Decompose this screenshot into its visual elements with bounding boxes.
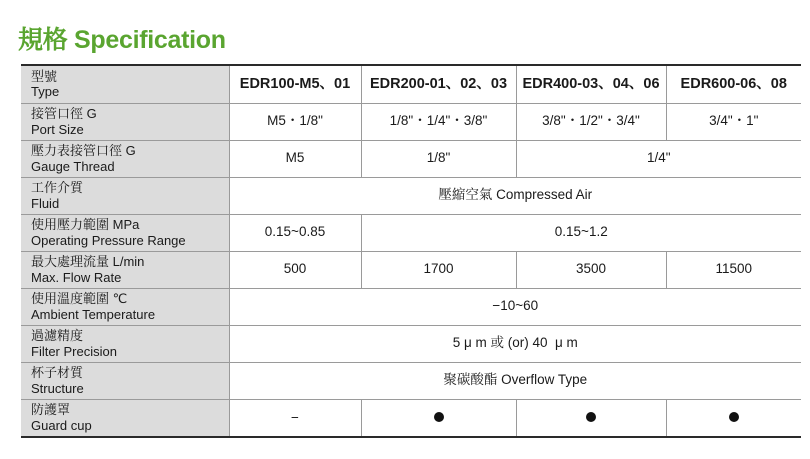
- filled-dot-icon: [586, 412, 596, 422]
- row-label-zh: 型號: [31, 68, 58, 84]
- row-label-en: Operating Pressure Range: [31, 232, 186, 248]
- model-edr400: EDR400-03、04、06: [516, 65, 666, 103]
- row-label-structure: [21, 362, 229, 399]
- row-label-flow-rate: [21, 251, 229, 288]
- flow-rate-edr200: 1700: [361, 251, 516, 288]
- row-label-guard-cup: [21, 399, 229, 437]
- port-size-edr600: 3/4"・1": [666, 103, 801, 140]
- flow-rate-edr600: 11500: [666, 251, 801, 288]
- row-label-en: Port Size: [31, 121, 84, 137]
- table-row-guard-cup: [21, 399, 801, 437]
- flow-rate-edr100: 500: [229, 251, 361, 288]
- row-label-filter-precision: [21, 325, 229, 362]
- row-label-en: Ambient Temperature: [31, 306, 156, 322]
- guard-cup-edr400: [516, 399, 666, 437]
- fluid-value: 壓縮空氣 Compressed Air: [229, 177, 801, 214]
- gauge-thread-edr200: 1/8": [361, 140, 516, 177]
- row-label-zh: 壓力表接管口徑 G: [31, 142, 136, 158]
- model-edr100: EDR100-M5、01: [229, 65, 361, 103]
- pressure-range-others: 0.15~1.2: [361, 214, 801, 251]
- model-edr600: EDR600-06、08: [666, 65, 801, 103]
- pressure-range-edr100: 0.15~0.85: [229, 214, 361, 251]
- table-row-type: [21, 65, 801, 103]
- page-title: 規格 Specification: [18, 26, 226, 54]
- gauge-thread-edr400-edr600: 1/4": [516, 140, 801, 177]
- guard-cup-edr100: −: [229, 399, 361, 437]
- row-label-en: Fluid: [31, 195, 60, 211]
- row-label-en: Structure: [31, 380, 84, 396]
- row-label-zh: 使用溫度範圍 ℃: [31, 290, 128, 306]
- row-label-fluid: [21, 177, 229, 214]
- guard-cup-edr600: [666, 399, 801, 437]
- table-row-fluid: [21, 177, 801, 214]
- row-label-gauge-thread: [21, 140, 229, 177]
- row-label-zh: 杯子材質: [31, 364, 84, 380]
- row-label-pressure-range: [21, 214, 229, 251]
- filled-dot-icon: [729, 412, 739, 422]
- filled-dot-icon: [434, 412, 444, 422]
- row-label-en: Guard cup: [31, 417, 92, 433]
- port-size-edr100: M5・1/8": [229, 103, 361, 140]
- row-label-en: Gauge Thread: [31, 158, 115, 174]
- model-edr200: EDR200-01、02、03: [361, 65, 516, 103]
- table-row-port-size: [21, 103, 801, 140]
- row-label-zh: 過濾精度: [31, 327, 84, 343]
- table-row-pressure-range: [21, 214, 801, 251]
- table-row-temperature: [21, 288, 801, 325]
- row-label-zh: 使用壓力範圍 MPa: [31, 216, 140, 232]
- row-label-port-size: [21, 103, 229, 140]
- row-label-en: Max. Flow Rate: [31, 269, 122, 285]
- row-label-en: Filter Precision: [31, 343, 117, 359]
- table-row-structure: [21, 362, 801, 399]
- table-row-gauge-thread: [21, 140, 801, 177]
- flow-rate-edr400: 3500: [516, 251, 666, 288]
- structure-value: 聚碳酸酯 Overflow Type: [229, 362, 801, 399]
- table-row-filter-precision: [21, 325, 801, 362]
- temperature-value: −10~60: [229, 288, 801, 325]
- row-label-zh: 接管口徑 G: [31, 105, 97, 121]
- gauge-thread-edr100: M5: [229, 140, 361, 177]
- port-size-edr200: 1/8"・1/4"・3/8": [361, 103, 516, 140]
- port-size-edr400: 3/8"・1/2"・3/4": [516, 103, 666, 140]
- row-label-zh: 工作介質: [31, 179, 84, 195]
- table-row-flow-rate: [21, 251, 801, 288]
- row-label-temperature: [21, 288, 229, 325]
- row-label-type: [21, 65, 229, 103]
- row-label-zh: 防護罩: [31, 402, 71, 418]
- row-label-zh: 最大處理流量 L/min: [31, 253, 145, 269]
- row-label-en: Type: [31, 84, 60, 100]
- guard-cup-edr200: [361, 399, 516, 437]
- filter-precision-value: 5 μ m 或 (or) 40 μ m: [229, 325, 801, 362]
- specification-table: [21, 64, 801, 438]
